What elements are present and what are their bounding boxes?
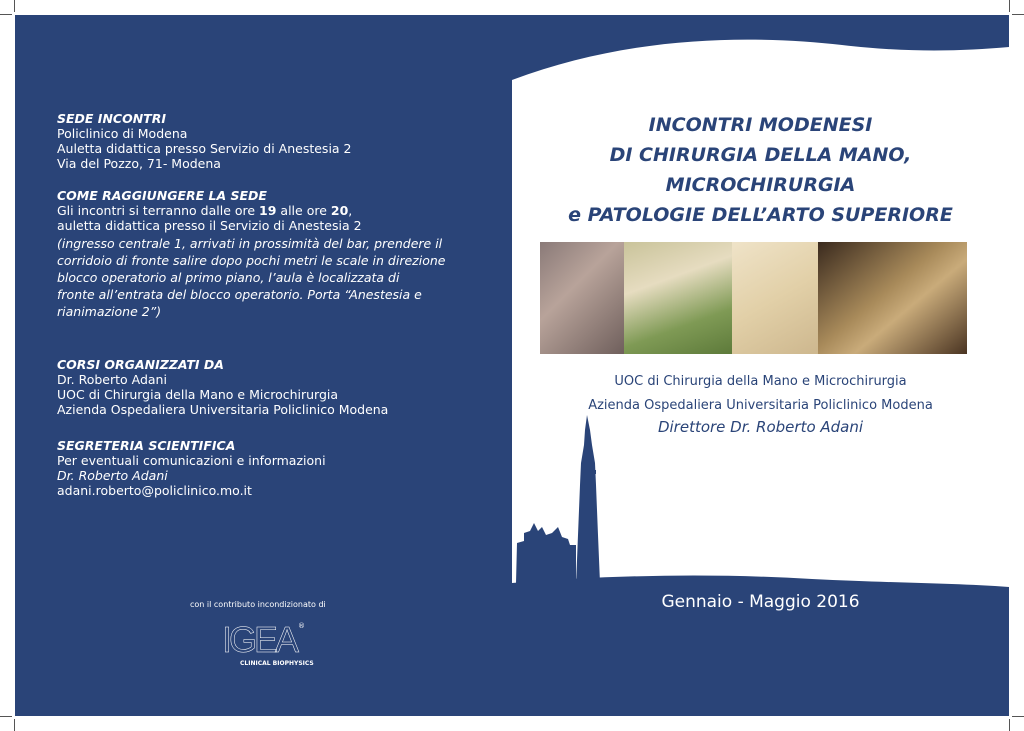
crop-mark	[1012, 716, 1024, 717]
sede-line: Policlinico di Modena	[57, 126, 188, 141]
crop-mark	[14, 0, 15, 12]
title-line: DI CHIRURGIA DELLA MANO,	[609, 144, 912, 166]
segreteria-name: Dr. Roberto Adani	[57, 468, 168, 483]
directions-paragraph	[57, 235, 445, 320]
crop-mark	[0, 716, 12, 717]
uoc-line: Azienda Ospedaliera Universitaria Policlinico Modena	[588, 398, 933, 413]
registered-mark: ®	[298, 622, 306, 630]
uoc-info	[512, 370, 1009, 418]
uoc-line: UOC di Chirurgia della Mano e Microchirurgia	[614, 374, 907, 389]
crop-mark	[1009, 719, 1010, 731]
igea-logo-subtitle: CLINICAL BIOPHYSICS	[240, 660, 314, 667]
sede-heading: SEDE INCONTRI	[57, 111, 166, 126]
hand-sketch-image	[732, 242, 818, 354]
directions-line: fronte all’entrata del blocco operatorio. Porta “Anestesia e	[57, 287, 422, 302]
directions-line: rianimazione 2”)	[57, 304, 162, 319]
director-line: Direttore Dr. Roberto Adani	[657, 418, 864, 436]
igea-logo-text: IGEA	[222, 619, 297, 660]
title-line: MICROCHIRURGIA	[665, 174, 856, 196]
directions-line: (ingresso centrale 1, arrivati in prossimità del bar, prendere il	[57, 236, 443, 251]
hands-painting-image	[624, 242, 732, 354]
crop-mark	[0, 14, 12, 15]
corsi-line: Dr. Roberto Adani	[57, 372, 167, 387]
sponsor-text: con il contributo incondizionato di	[190, 600, 326, 609]
segreteria-section	[57, 438, 326, 498]
corsi-line: Azienda Ospedaliera Universitaria Policlinico Modena	[57, 402, 389, 417]
come-line: auletta didattica presso il Servizio di Anestesia 2	[57, 218, 362, 233]
hours-text: Gli incontri si terranno dalle ore	[57, 203, 260, 218]
igea-logo	[222, 619, 314, 667]
hand-drawing-image	[540, 242, 624, 354]
come-line-hours	[57, 203, 445, 218]
directions-line: corridoio di fronte salire dopo pochi metri le scale in direzione	[57, 253, 446, 268]
hours-text: alle ore	[276, 203, 331, 218]
title-line: INCONTRI MODENESI	[648, 114, 873, 136]
crop-mark	[14, 719, 15, 731]
segreteria-line: Per eventuali comunicazioni e informazioni	[57, 453, 326, 468]
hours-text: ,	[348, 203, 353, 218]
title-line: e PATOLOGIE DELL’ARTO SUPERIORE	[568, 204, 953, 226]
segreteria-email[interactable]: adani.roberto@policlinico.mo.it	[57, 483, 252, 498]
corsi-heading: CORSI ORGANIZZATI DA	[57, 357, 224, 372]
sede-section	[57, 111, 352, 171]
come-section	[57, 188, 445, 320]
sede-line: Via del Pozzo, 71- Modena	[57, 156, 221, 171]
mona-lisa-hands-image	[818, 242, 967, 354]
come-heading: COME RAGGIUNGERE LA SEDE	[57, 188, 267, 203]
directions-line: blocco operatorio al primo piano, l’aula è localizzata di	[57, 270, 400, 285]
crop-mark	[1012, 14, 1024, 15]
sede-line: Auletta didattica presso Servizio di Anestesia 2	[57, 141, 352, 156]
segreteria-heading: SEGRETERIA SCIENTIFICA	[57, 438, 236, 453]
corsi-line: UOC di Chirurgia della Mano e Microchirurgia	[57, 387, 339, 402]
crop-mark	[1009, 0, 1010, 12]
event-date: Gennaio - Maggio 2016	[661, 592, 860, 612]
hour-end: 20	[330, 203, 349, 218]
hands-artwork-strip	[540, 242, 967, 354]
cover-title	[512, 110, 1009, 230]
hour-start: 19	[259, 203, 277, 218]
corsi-section	[57, 357, 388, 417]
